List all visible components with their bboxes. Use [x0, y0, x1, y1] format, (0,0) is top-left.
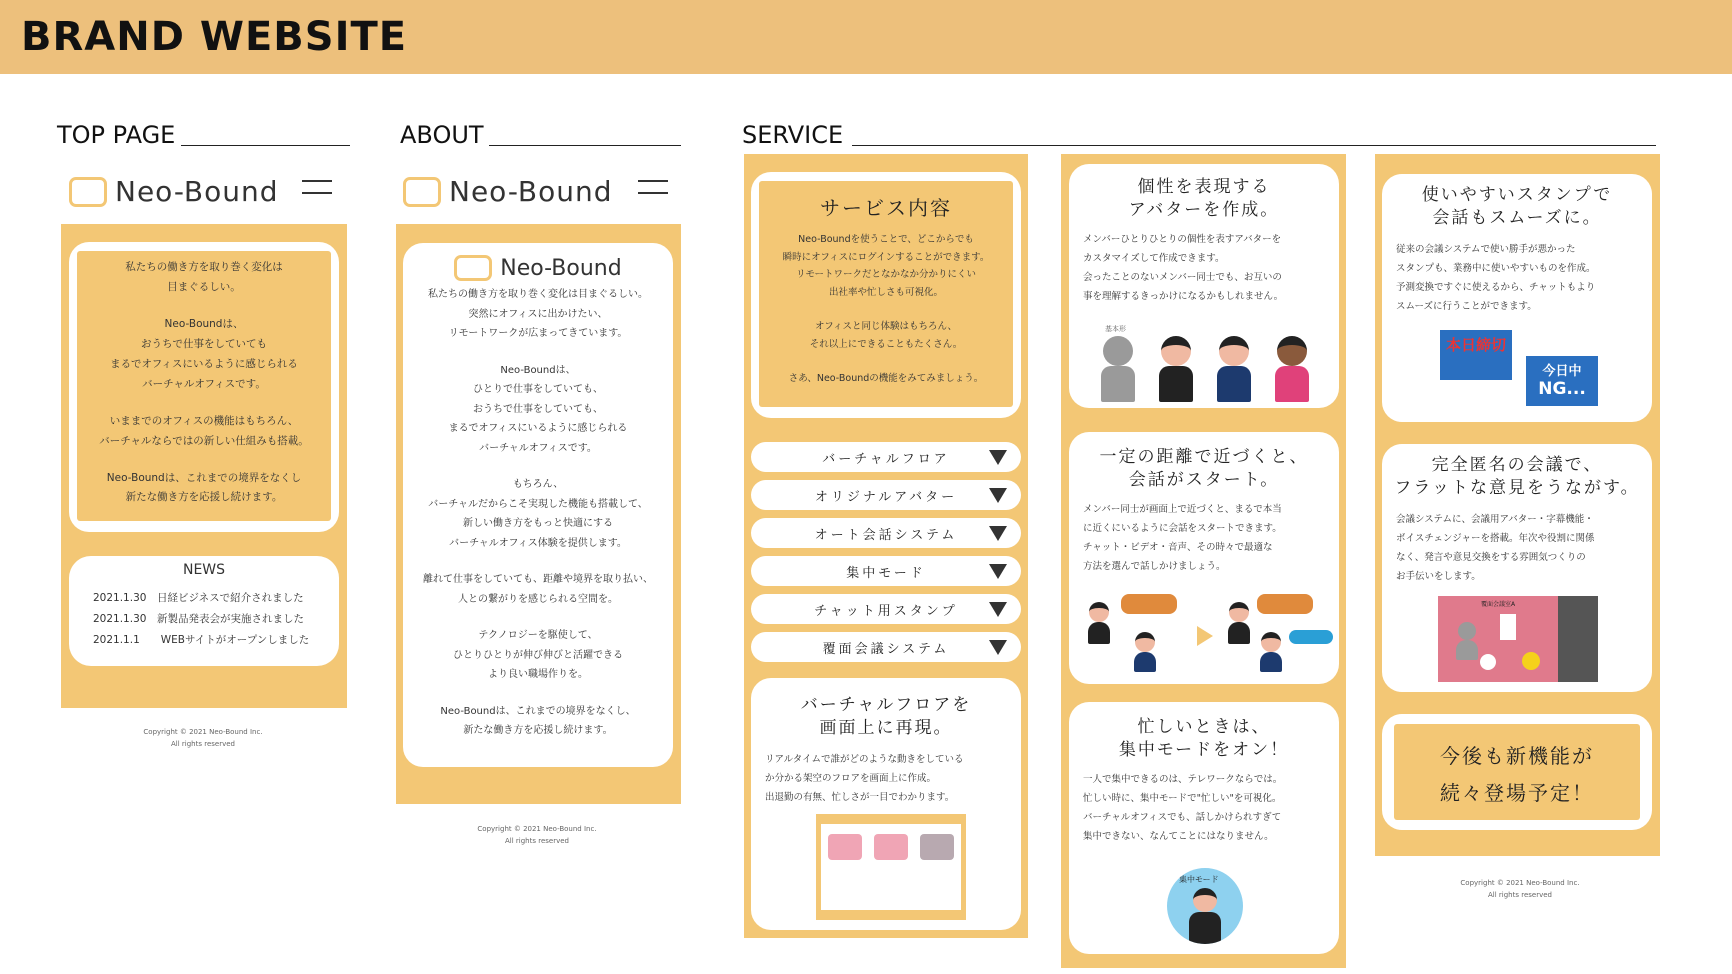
about-card: Neo-Bound 私たちの働き方を取り巻く変化は目まぐるしい。 突然にオフィスに出かけたい、 リモートワークが広まってきています。 Neo-Boundは、 ひとりで仕事をしていても、 おうちで仕事をしていても、 まるでオフィスにいるように感じられる バーチャルオフィスです。 もちろん、 バーチャルだからこそ実現した機能も搭載して、 新しい働き方をもっと快適にする バーチャルオフィス体験を提供します。 離れて仕事をしていても、距離や境界を取り払い、 人との繋がりを感じられる空間を。 テクノロジーを駆使して、 ひとりひとりが伸び伸びと活躍できる より良い職場作りを。 Neo-Boundは、これまでの境界をなくし、 新たな働き方を応援し続けます。	[403, 243, 673, 767]
intro-line: バーチャルならではの新しい仕組みも搭載。	[99, 434, 309, 447]
feature-card-stamp: 使いやすいスタンプで 会話もスムーズに。 従来の会議システムで使い勝手が悪かった スタンプも、業務中に使いやすいものを作成。 予測変換ですぐに使えるから、チャットもより スムーズに行うことができます。 本日締切 今日中 NG...	[1382, 174, 1652, 422]
site-header-about	[403, 175, 613, 208]
chevron-down-icon	[989, 640, 1007, 655]
focus-badge: 集中モード	[1179, 875, 1219, 884]
section-title-about: ABOUT	[400, 121, 484, 149]
service-title: サービス内容	[820, 196, 952, 220]
intro-card	[69, 242, 339, 532]
feature-card-avatar: 個性を表現する アバターを作成。 メンバーひとりひとりの個性を表すアバターを カスタマイズして作成できます。 会ったことのないメンバー同士でも、お互いの 事を理解するきっかけになるかもしれません。 基本形	[1069, 164, 1339, 408]
feature-card-floor: バーチャルフロアを 画面上に再現。 リアルタイムで誰がどのような動きをしている か分かる架空のフロアを画面上に作成。 出退勤の有無、忙しさが一目でわかります。	[751, 678, 1021, 930]
about-logo	[403, 255, 673, 281]
intro-line: 目まぐるしい。	[167, 280, 241, 293]
future-box: 今後も新機能が 続々登場予定！	[1394, 724, 1640, 820]
menu-item-focus-mode[interactable]: 集中モード	[751, 556, 1021, 586]
menu-item-chat-stamp[interactable]: チャット用スタンプ	[751, 594, 1021, 624]
floor-illustration	[816, 814, 966, 920]
page-title: BRAND WEBSITE	[21, 14, 408, 60]
site-header-top	[69, 175, 279, 208]
future-card	[1382, 714, 1652, 830]
copyright: Copyright © 2021 Neo-Bound Inc. All rights reserved	[1460, 879, 1580, 899]
news-item[interactable]: 2021.1.1 WEBサイトがオープンしました	[93, 634, 310, 646]
intro-line: Neo-Boundは、	[164, 317, 244, 330]
chevron-down-icon	[989, 602, 1007, 617]
section-title-service: SERVICE	[742, 121, 844, 149]
logo-text: Neo-Bound	[449, 175, 613, 208]
news-card	[69, 556, 339, 666]
intro-line: 新たな働き方を応援し続けます。	[125, 491, 283, 504]
section-title-top: TOP PAGE	[57, 121, 176, 149]
intro-line: まるでオフィスにいるように感じられる	[110, 357, 298, 370]
news-item[interactable]: 2021.1.30 新製品発表会が実施されました	[93, 613, 304, 625]
avatar-basic-label: 基本形	[1105, 325, 1126, 333]
stamp-deadline: 本日締切	[1440, 330, 1512, 380]
section-rule	[852, 145, 1656, 146]
section-rule	[489, 145, 681, 146]
logo-mark	[403, 177, 441, 207]
feature-card-focus: 忙しいときは、 集中モードをオン！ 一人で集中できるのは、テレワークならでは。 忙しい時に、集中モードで"忙しい"を可視化。 バーチャルオフィスでも、話しかけられすぎて 集中できない、なんてことにはなりません。 集中モード	[1069, 702, 1339, 954]
intro-line: バーチャルオフィスです。	[142, 377, 266, 390]
chevron-down-icon	[989, 450, 1007, 465]
service-page-mockup	[744, 154, 1028, 938]
service-intro-box: サービス内容 Neo-Boundを使うことで、どこからでも 瞬時にオフィスにログインすることができます。 リモートワークだとなかなか分かりにくい 出社率や忙しさも可視化。 オフィスと同じ体験はもちろん、 それ以上にできることもたくさん。 さあ、Neo-Boundの機能をみてみましょう。	[759, 181, 1013, 407]
copyright: Copyright © 2021 Neo-Bound Inc. All rights reserved	[143, 728, 263, 748]
chevron-down-icon	[989, 488, 1007, 503]
chevron-down-icon	[989, 564, 1007, 579]
menu-item-virtual-floor[interactable]: バーチャルフロア	[751, 442, 1021, 472]
intro-line: いままでのオフィスの機能はもちろん、	[109, 414, 299, 427]
logo-mark	[454, 255, 492, 281]
news-item[interactable]: 2021.1.30 日経ビジネスで紹介されました	[93, 592, 304, 604]
service-page-mockup-3	[1375, 154, 1660, 856]
focus-mode-illustration	[1167, 868, 1243, 944]
logo-text: Neo-Bound	[500, 255, 622, 281]
logo-text: Neo-Bound	[115, 175, 279, 208]
logo-mark	[69, 177, 107, 207]
copyright: Copyright © 2021 Neo-Bound Inc. All rights reserved	[477, 825, 597, 845]
service-intro-card	[751, 172, 1021, 418]
menu-icon[interactable]	[302, 180, 332, 194]
avatar-illustration	[1093, 334, 1323, 404]
top-page-mockup	[61, 224, 347, 708]
intro-line: Neo-Boundは、これまでの境界をなくし	[106, 471, 302, 484]
menu-item-original-avatar[interactable]: オリジナルアバター	[751, 480, 1021, 510]
header-band	[0, 0, 1732, 74]
intro-line: おうちで仕事をしていても	[141, 337, 267, 350]
feature-card-auto-chat: 一定の距離で近づくと、 会話がスタート。 メンバー同士が画面上で近づくと、まるで本当 に近くにいるように会話をスタートできます。 チャット・ビデオ・音声、その時々で最適な 方法を選んで話しかけましょう。	[1069, 432, 1339, 684]
feature-card-anonymous: 完全匿名の会議で、 フラットな意見をうながす。 会議システムに、会議用アバター・字幕機能・ ボイスチェンジャーを搭載。年次や役割に関係 なく、発言や意見交換をする雰囲気つくりの お手伝いをします。 覆面会議室A	[1382, 444, 1652, 692]
auto-chat-illustration	[1083, 592, 1329, 672]
about-page-mockup	[396, 224, 681, 804]
menu-item-auto-chat[interactable]: オート会話システム	[751, 518, 1021, 548]
section-rule	[181, 145, 350, 146]
service-page-mockup-2	[1061, 154, 1346, 968]
menu-item-anonymous-meeting[interactable]: 覆面会議システム	[751, 632, 1021, 662]
intro-box	[77, 251, 331, 521]
intro-line: 私たちの働き方を取り巻く変化は	[125, 261, 283, 273]
stamp-today-ng: 今日中 NG...	[1526, 356, 1598, 406]
menu-icon[interactable]	[638, 180, 668, 194]
chevron-down-icon	[989, 526, 1007, 541]
news-title: NEWS	[182, 562, 226, 578]
anonymous-meeting-illustration: 覆面会議室A	[1438, 596, 1598, 682]
